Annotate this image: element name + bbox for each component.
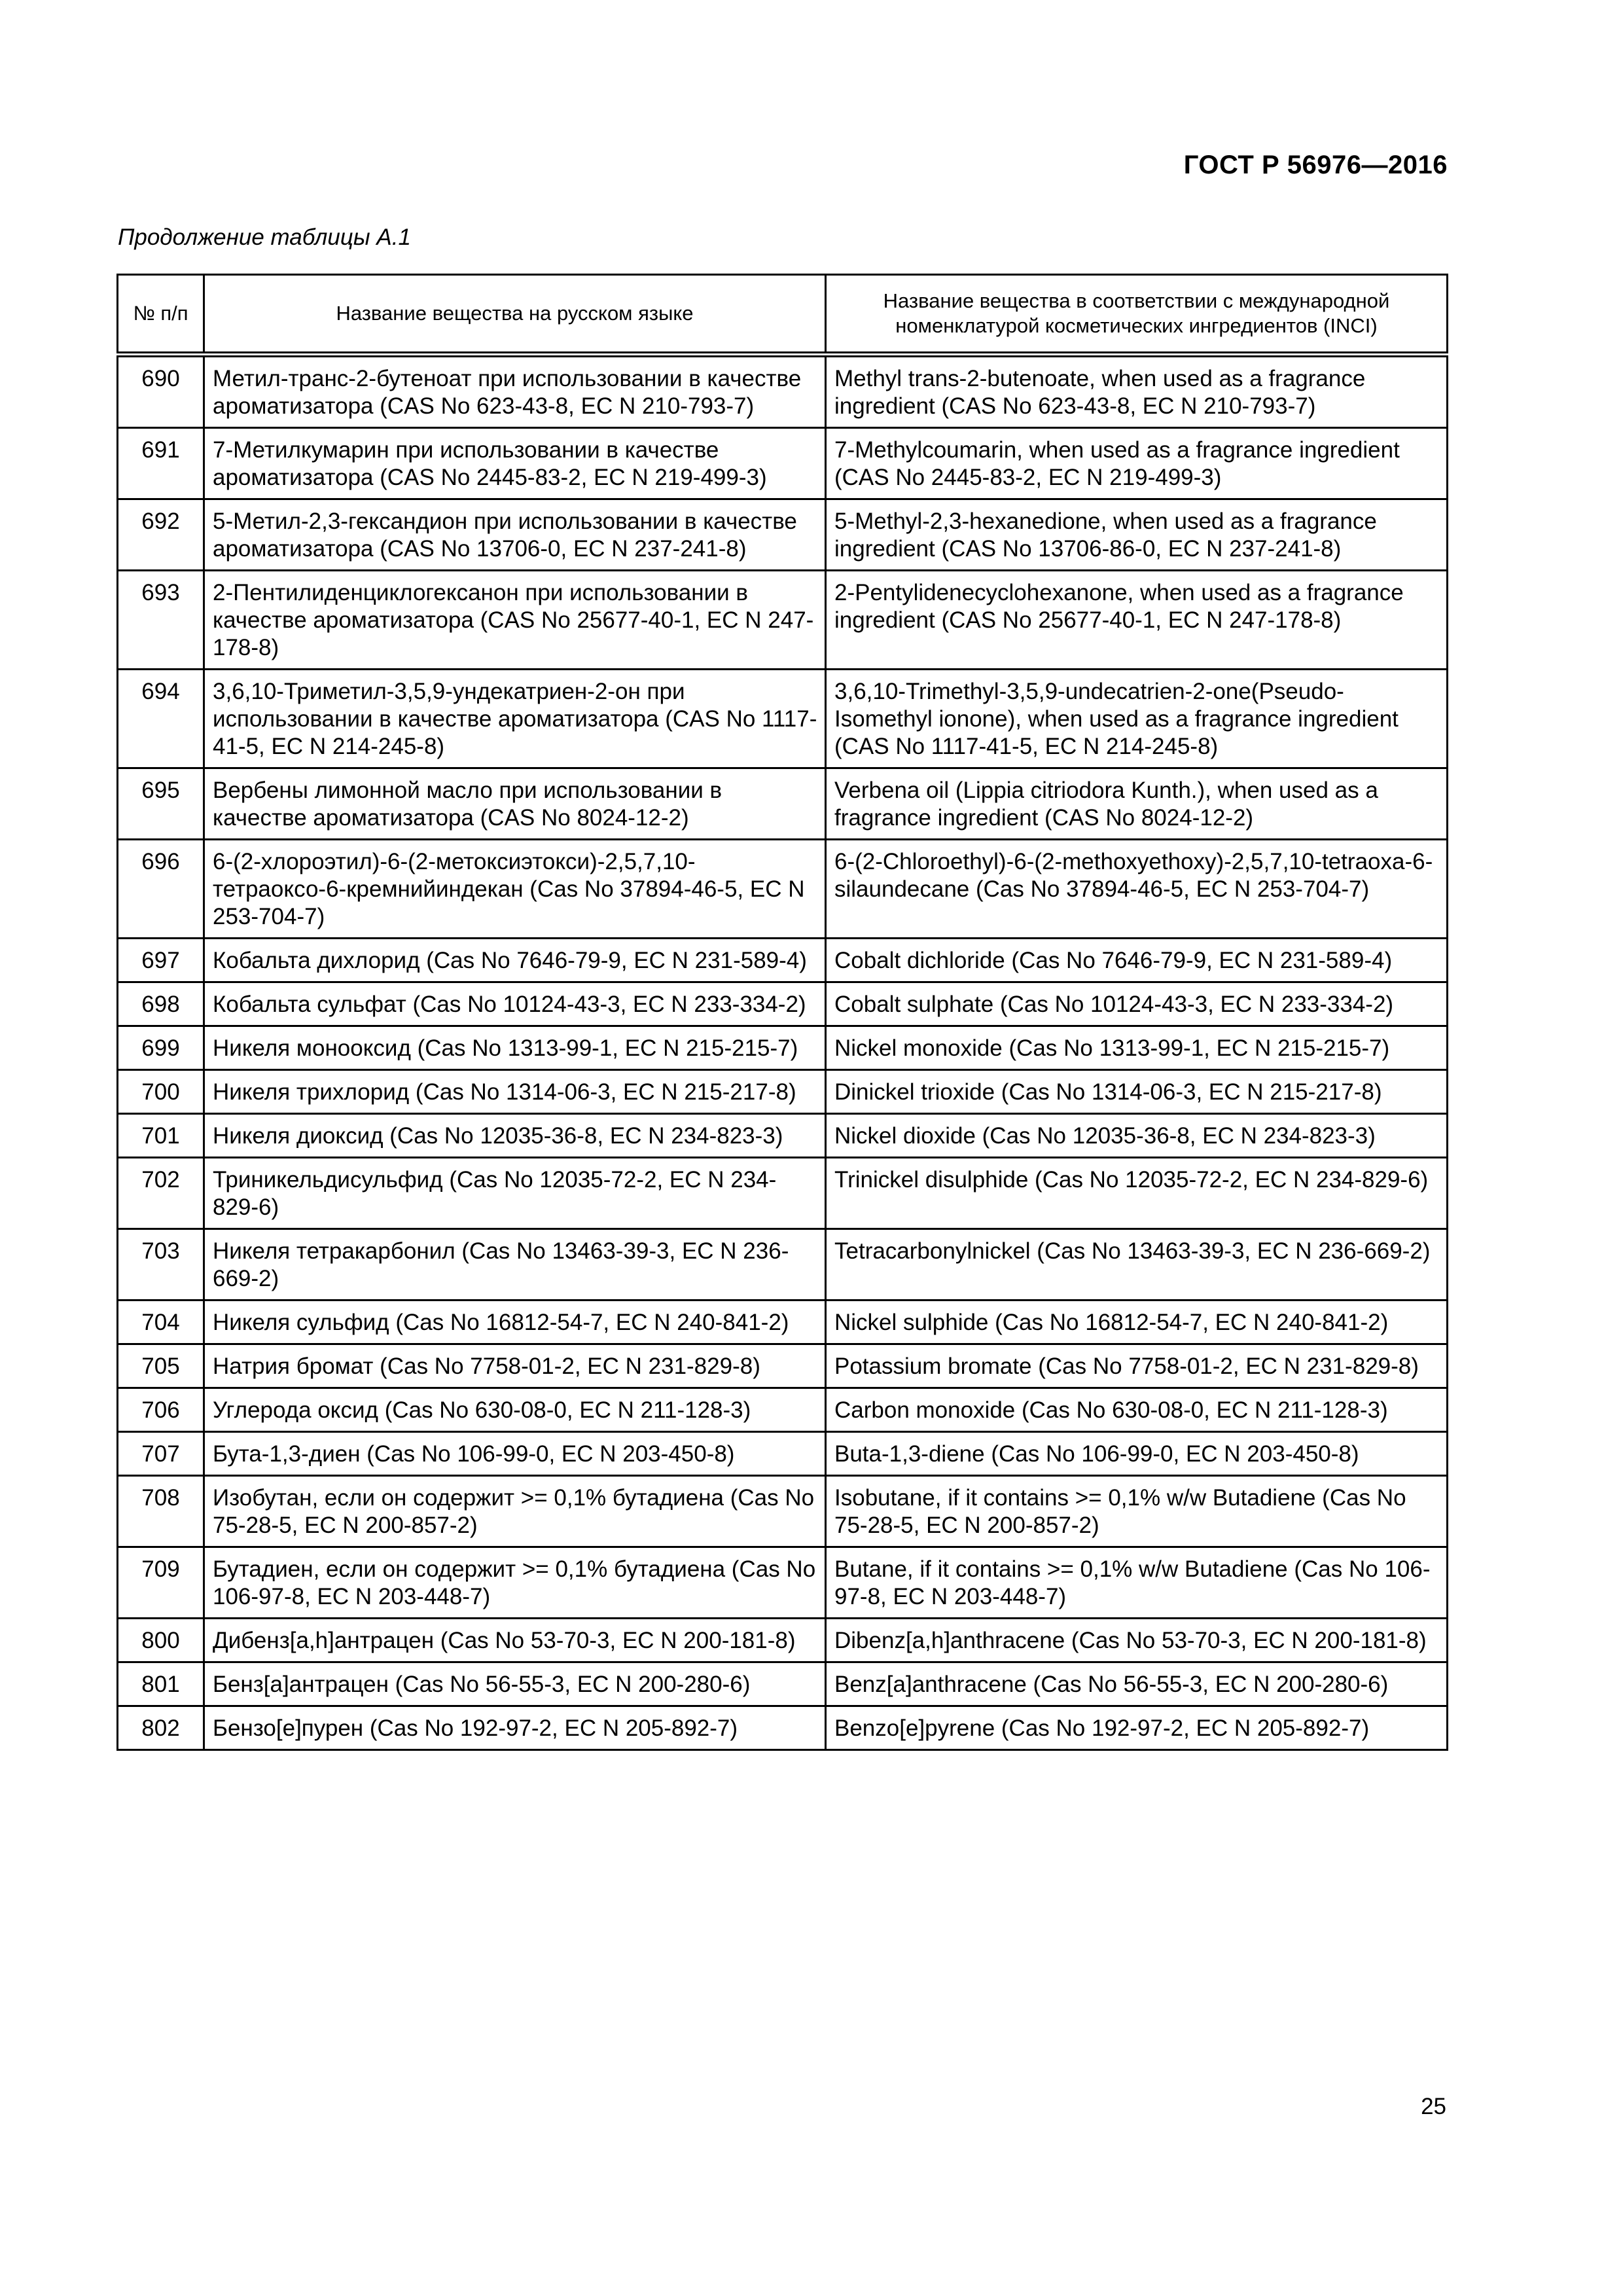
table-row [118,1432,1448,1476]
cell-russian-name: Кобальта сульфат (Cas No 10124-43-3, ЕС N 233-334-2) [204,982,826,1026]
cell-number: 690 [118,355,204,428]
cell-number: 703 [118,1229,204,1300]
cell-russian-name: Никеля диоксид (Cas No 12035-36-8, ЕС N 234-823-3) [204,1114,826,1158]
cell-russian-name: 6-(2-хлороэтил)-6-(2-метоксиэтокси)-2,5,7,10-тетраоксо-6-кремнийиндекан (Cas No 37894-46-5, ЕС N 253-704-7) [204,840,826,939]
cell-inci-name: Potassium bromate (Cas No 7758-01-2, EC N 231-829-8) [826,1344,1448,1388]
table-row [118,768,1448,840]
cell-number: 701 [118,1114,204,1158]
cell-number: 698 [118,982,204,1026]
cell-inci-name: Cobalt dichloride (Cas No 7646-79-9, EC N 231-589-4) [826,939,1448,982]
cell-inci-name: Benzo[e]pyrene (Cas No 192-97-2, EC N 205-892-7) [826,1706,1448,1750]
cell-russian-name: Никеля сульфид (Cas No 16812-54-7, ЕС N 240-841-2) [204,1300,826,1344]
cell-russian-name: Натрия бромат (Cas No 7758-01-2, ЕС N 231-829-8) [204,1344,826,1388]
cell-inci-name: Cobalt sulphate (Cas No 10124-43-3, EC N 233-334-2) [826,982,1448,1026]
cell-number: 700 [118,1070,204,1114]
cell-russian-name: Кобальта дихлорид (Cas No 7646-79-9, ЕС N 231-589-4) [204,939,826,982]
cell-russian-name: Изобутан, если он содержит >= 0,1% бутадиена (Cas No 75-28-5, ЕС N 200-857-2) [204,1476,826,1547]
cell-russian-name: 2-Пентилиденциклогексанон при использовании в качестве ароматизатора (CAS No 25677-40-1, ЕС N 247-178-8) [204,571,826,670]
column-header-number: № п/п [118,275,204,355]
table-row [118,670,1448,768]
cell-russian-name: Метил-транс-2-бутеноат при использовании в качестве ароматизатора (CAS No 623-43-8, ЕС N 210-793-7) [204,355,826,428]
cell-number: 696 [118,840,204,939]
cell-number: 693 [118,571,204,670]
cell-inci-name: Dinickel trioxide (Cas No 1314-06-3, EC N 215-217-8) [826,1070,1448,1114]
cell-inci-name: Nickel sulphide (Cas No 16812-54-7, EC N 240-841-2) [826,1300,1448,1344]
table-row [118,1547,1448,1619]
table-row [118,840,1448,939]
cell-inci-name: Carbon monoxide (Cas No 630-08-0, EC N 211-128-3) [826,1388,1448,1432]
cell-russian-name: Триникельдисульфид (Cas No 12035-72-2, ЕС N 234-829-6) [204,1158,826,1229]
cell-inci-name: Dibenz[a,h]anthracene (Cas No 53-70-3, EC N 200-181-8) [826,1619,1448,1662]
cell-russian-name: Углерода оксид (Cas No 630-08-0, ЕС N 211-128-3) [204,1388,826,1432]
cell-inci-name: Nickel dioxide (Cas No 12035-36-8, EC N 234-823-3) [826,1114,1448,1158]
table-header-row [118,275,1448,355]
cell-number: 697 [118,939,204,982]
cell-number: 802 [118,1706,204,1750]
cell-number: 707 [118,1432,204,1476]
cell-number: 699 [118,1026,204,1070]
page-number: 25 [1421,2094,1446,2119]
cell-inci-name: Benz[a]anthracene (Cas No 56-55-3, EC N 200-280-6) [826,1662,1448,1706]
cell-russian-name: 5-Метил-2,3-гександион при использовании в качестве ароматизатора (CAS No 13706-0, ЕС N 237-241-8) [204,499,826,571]
cell-number: 691 [118,428,204,499]
cell-number: 705 [118,1344,204,1388]
cell-inci-name: 5-Methyl-2,3-hexanedione, when used as a fragrance ingredient (CAS No 13706-86-0, EC N 237-241-8) [826,499,1448,571]
cell-inci-name: Isobutane, if it contains >= 0,1% w/w Butadiene (Cas No 75-28-5, EC N 200-857-2) [826,1476,1448,1547]
cell-russian-name: Никеля тетракарбонил (Cas No 13463-39-3, ЕС N 236-669-2) [204,1229,826,1300]
cell-russian-name: Дибенз[a,h]антрацен (Cas No 53-70-3, ЕС N 200-181-8) [204,1619,826,1662]
cell-inci-name: Trinickel disulphide (Cas No 12035-72-2, EC N 234-829-6) [826,1158,1448,1229]
document-code: ГОСТ Р 56976—2016 [1183,151,1448,179]
cell-number: 695 [118,768,204,840]
cell-number: 706 [118,1388,204,1432]
cell-inci-name: 2-Pentylidenecyclohexanone, when used as a fragrance ingredient (CAS No 25677-40-1, EC N 247-178-8) [826,571,1448,670]
table-row [118,1026,1448,1070]
column-header-inci-name: Название вещества в соответствии с международной номенклатурой косметических ингредиентов (INCI) [826,275,1448,355]
cell-number: 692 [118,499,204,571]
table-row [118,499,1448,571]
cell-number: 708 [118,1476,204,1547]
table-row [118,1229,1448,1300]
cell-inci-name: Verbena oil (Lippia citriodora Kunth.), when used as a fragrance ingredient (CAS No 8024-12-2) [826,768,1448,840]
cell-russian-name: Бенз[а]антрацен (Cas No 56-55-3, ЕС N 200-280-6) [204,1662,826,1706]
table-row [118,982,1448,1026]
table-row [118,571,1448,670]
table-row [118,428,1448,499]
cell-inci-name: 3,6,10-Trimethyl-3,5,9-undecatrien-2-one(Pseudo-Isomethyl ionone), when used as a fragrance ingredient (CAS No 1117-41-5, EC N 214-245-8) [826,670,1448,768]
cell-inci-name: 6-(2-Chloroethyl)-6-(2-methoxyethoxy)-2,5,7,10-tetraoxa-6-silaundecane (Cas No 37894-46-5, EC N 253-704-7) [826,840,1448,939]
table-continuation-caption: Продолжение таблицы А.1 [118,224,411,250]
table-row [118,1388,1448,1432]
cell-number: 704 [118,1300,204,1344]
cell-russian-name: Вербены лимонной масло при использовании в качестве ароматизатора (CAS No 8024-12-2) [204,768,826,840]
table-row [118,1344,1448,1388]
table-body [118,355,1448,1750]
cell-russian-name: 7-Метилкумарин при использовании в качестве ароматизатора (CAS No 2445-83-2, ЕС N 219-499-3) [204,428,826,499]
cell-number: 694 [118,670,204,768]
column-header-russian-name: Название вещества на русском языке [204,275,826,355]
table-row [118,1619,1448,1662]
table-row [118,1070,1448,1114]
cell-inci-name: Buta-1,3-diene (Cas No 106-99-0, EC N 203-450-8) [826,1432,1448,1476]
table-row [118,355,1448,428]
substances-table [116,274,1448,1751]
cell-russian-name: Никеля монооксид (Cas No 1313-99-1, ЕС N 215-215-7) [204,1026,826,1070]
table-row [118,939,1448,982]
table-row [118,1476,1448,1547]
cell-inci-name: 7-Methylcoumarin, when used as a fragrance ingredient (CAS No 2445-83-2, EC N 219-499-3) [826,428,1448,499]
table-header [118,275,1448,355]
cell-inci-name: Tetracarbonylnickel (Cas No 13463-39-3, EC N 236-669-2) [826,1229,1448,1300]
cell-inci-name: Butane, if it contains >= 0,1% w/w Butadiene (Cas No 106-97-8, EC N 203-448-7) [826,1547,1448,1619]
cell-russian-name: Бута-1,3-диен (Cas No 106-99-0, ЕС N 203-450-8) [204,1432,826,1476]
table-row [118,1158,1448,1229]
cell-russian-name: Бутадиен, если он содержит >= 0,1% бутадиена (Cas No 106-97-8, ЕС N 203-448-7) [204,1547,826,1619]
cell-number: 800 [118,1619,204,1662]
table-row [118,1706,1448,1750]
cell-number: 709 [118,1547,204,1619]
cell-inci-name: Methyl trans-2-butenoate, when used as a fragrance ingredient (CAS No 623-43-8, EC N 210-793-7) [826,355,1448,428]
table-row [118,1662,1448,1706]
cell-russian-name: 3,6,10-Триметил-3,5,9-ундекатриен-2-он при использовании в качестве ароматизатора (CAS No 1117-41-5, ЕС N 214-245-8) [204,670,826,768]
table-row [118,1300,1448,1344]
cell-inci-name: Nickel monoxide (Cas No 1313-99-1, EC N 215-215-7) [826,1026,1448,1070]
cell-number: 801 [118,1662,204,1706]
cell-russian-name: Никеля трихлорид (Cas No 1314-06-3, ЕС N 215-217-8) [204,1070,826,1114]
table-row [118,1114,1448,1158]
cell-number: 702 [118,1158,204,1229]
cell-russian-name: Бензо[е]пурен (Cas No 192-97-2, ЕС N 205-892-7) [204,1706,826,1750]
